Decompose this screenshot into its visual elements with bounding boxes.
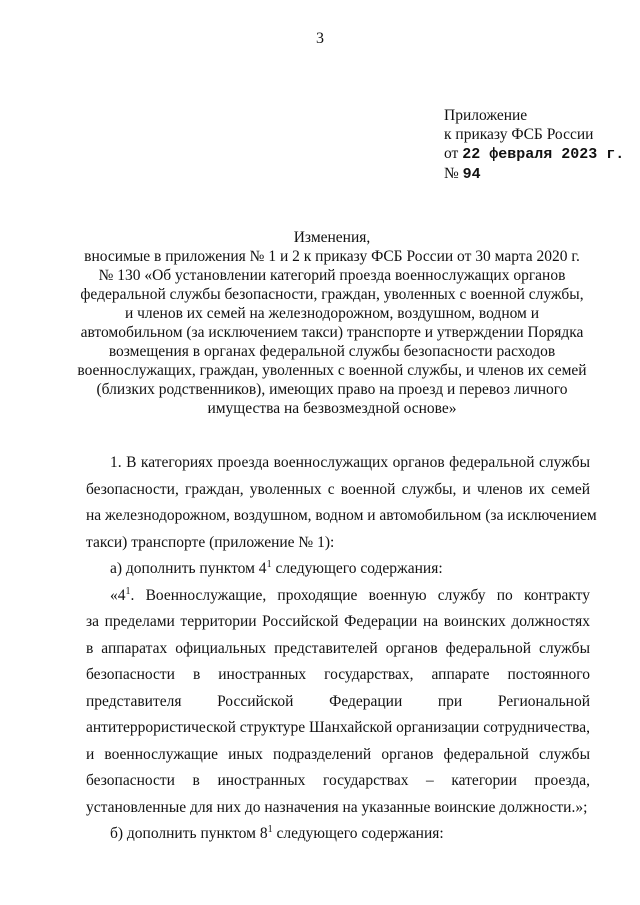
title-line: имущества на безвозмездной основе» [207, 400, 457, 417]
title-line: Изменения, [293, 229, 371, 246]
appendix-line: к приказу ФСБ России [444, 126, 594, 143]
paragraph-line: за пределами территории Российской Федерации на воинских должностях [86, 613, 590, 630]
quote-first-line [86, 583, 590, 610]
title-line: возмещения в органах федеральной службы безопасности расходов [108, 343, 556, 360]
document-title [60, 228, 604, 418]
subitem-b-sup: 1 [267, 824, 273, 835]
title-line: автомобильном (за исключением такси) транспорте и утверждении Порядка [80, 324, 584, 341]
appendix-number-prefix: № [444, 165, 463, 182]
quote-prefix: «4 [110, 586, 126, 604]
appendix-number: 94 [462, 166, 481, 183]
appendix-date-prefix: от [444, 145, 463, 162]
appendix-date: 22 февраля 2023 г. [462, 146, 625, 163]
subitem-b-prefix: б) дополнить пунктом 8 [110, 825, 268, 842]
paragraph-line: такси) транспорте (приложение № 1): [86, 533, 335, 551]
paragraph-line: установленные для них до назначения на указанные воинские должности.»; [86, 798, 588, 816]
quote-sup: 1 [125, 585, 131, 597]
subitem-b-suffix: следующего содержания: [272, 825, 444, 842]
paragraph-line: на железнодорожном, воздушном, водном и автомобильном (за исключением [86, 507, 597, 524]
title-line: военнослужащих, граждан, уволенных с военной службы, и членов их семей [77, 362, 587, 379]
paragraph-line: безопасности в иностранных государствах, аппарате постоянного [86, 666, 590, 683]
paragraph-line: и военнослужащие иных подразделений органов федеральной службы [86, 745, 590, 763]
document-body [86, 450, 597, 848]
appendix-number-line [444, 164, 624, 184]
subitem-b [86, 821, 590, 848]
paragraph-line: 1. В категориях проезда военнослужащих органов федеральной службы [110, 454, 590, 471]
title-line: федеральной службы безопасности, граждан, уволенных с военной службы, [80, 286, 584, 303]
appendix-line: Приложение [444, 107, 528, 124]
subitem-a-prefix: а) дополнить пунктом 4 [110, 560, 267, 577]
paragraph-line: антитеррористической структуре Шанхайской организации сотрудничества, [86, 719, 590, 736]
paragraph-line: в аппаратах официальных представителей органов федеральной службы [86, 639, 590, 657]
paragraph-line: представителя Российской Федерации при Региональной [86, 692, 590, 710]
page-number: 3 [316, 30, 324, 47]
title-line: вносимые в приложения № 1 и 2 к приказу ФСБ России от 30 марта 2020 г. [84, 248, 580, 265]
subitem-a [86, 556, 590, 583]
appendix-date-line [444, 144, 624, 164]
title-line: и членов их семей на железнодорожном, воздушном, водном и [124, 305, 540, 322]
appendix-block [444, 106, 624, 184]
paragraph-line: безопасности в иностранных государствах – категории проезда, [86, 772, 590, 789]
paragraph-line: безопасности, граждан, уволенных с военной службы, и членов их семей [86, 480, 590, 498]
subitem-a-suffix: следующего содержания: [271, 560, 443, 577]
quote-suffix: . Военнослужащие, проходящие военную службу по контракту [130, 586, 590, 604]
title-line: № 130 «Об установлении категорий проезда военнослужащих органов [98, 267, 566, 284]
title-line: (близких родственников), имеющих право на проезд и перевоз личного [96, 381, 568, 398]
subitem-a-sup: 1 [266, 559, 272, 570]
